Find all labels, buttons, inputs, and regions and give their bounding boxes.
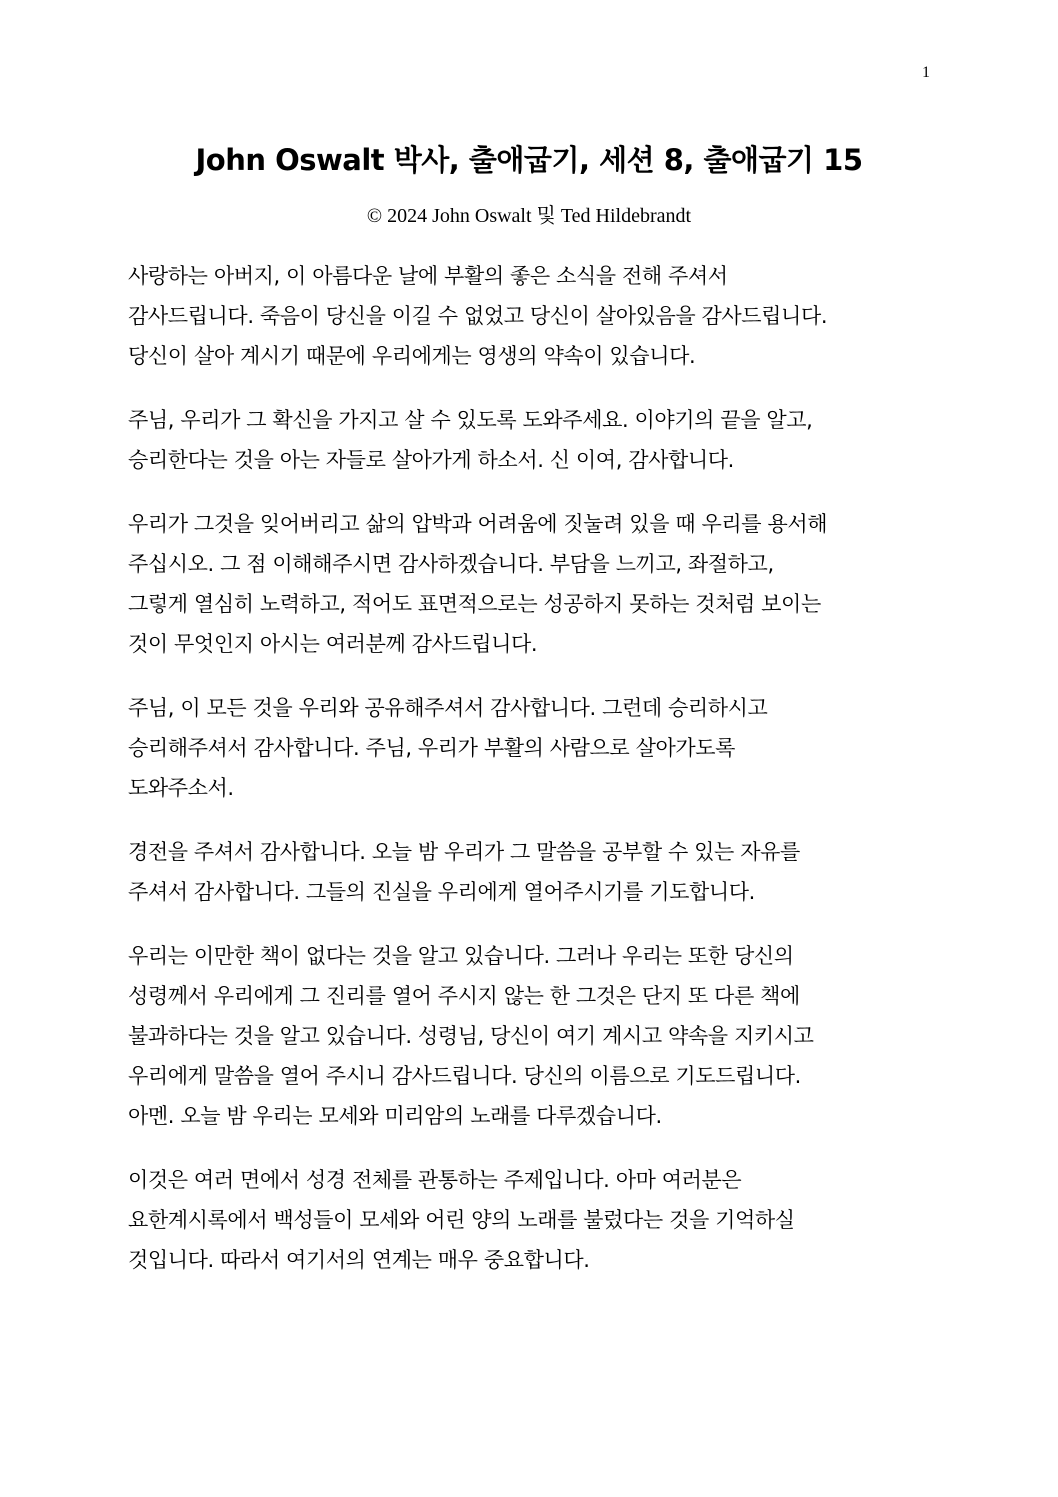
paragraph-2 [128, 400, 928, 480]
text-line: 감사드립니다. 죽음이 당신을 이길 수 없었고 당신이 살아있음을 감사드립니다. [128, 304, 828, 328]
text-line: 요한계시록에서 백성들이 모세와 어린 양의 노래를 불렀다는 것을 기억하실 [128, 1208, 795, 1232]
text-line: 주십시오. 그 점 이해해주시면 감사하겠습니다. 부담을 느끼고, 좌절하고, [128, 552, 774, 576]
text-line: 주셔서 감사합니다. 그들의 진실을 우리에게 열어주시기를 기도합니다. [128, 880, 755, 904]
text-line: 승리한다는 것을 아는 자들로 살아가게 하소서. 신 이여, 감사합니다. [128, 448, 734, 472]
text-line: 것이 무엇인지 아시는 여러분께 감사드립니다. [128, 632, 538, 656]
text-line: 불과하다는 것을 알고 있습니다. 성령님, 당신이 여기 계시고 약속을 지키시고 [128, 1024, 814, 1048]
paragraph-7 [128, 1160, 928, 1280]
paragraph-5 [128, 832, 928, 912]
paragraph-4 [128, 688, 928, 808]
text-line: 이것은 여러 면에서 성경 전체를 관통하는 주제입니다. 아마 여러분은 [128, 1168, 742, 1192]
text-line: 그렇게 열심히 노력하고, 적어도 표면적으로는 성공하지 못하는 것처럼 보이는 [128, 592, 821, 616]
text-line: 우리에게 말씀을 열어 주시니 감사드립니다. 당신의 이름으로 기도드립니다. [128, 1064, 801, 1088]
text-line: 주님, 우리가 그 확신을 가지고 살 수 있도록 도와주세요. 이야기의 끝을 알고, [128, 408, 813, 432]
text-line: 우리가 그것을 잊어버리고 삶의 압박과 어려움에 짓눌려 있을 때 우리를 용서해 [128, 512, 828, 536]
text-line: 승리해주셔서 감사합니다. 주님, 우리가 부활의 사람으로 살아가도록 [128, 736, 736, 760]
text-line: 성령께서 우리에게 그 진리를 열어 주시지 않는 한 그것은 단지 또 다른 책에 [128, 984, 800, 1008]
text-line: 당신이 살아 계시기 때문에 우리에게는 영생의 약속이 있습니다. [128, 344, 696, 368]
paragraph-6 [128, 936, 928, 1136]
text-line: 사랑하는 아버지, 이 아름다운 날에 부활의 좋은 소식을 전해 주셔서 [128, 264, 728, 288]
paragraph-3 [128, 504, 928, 664]
text-line: 도와주소서. [128, 776, 234, 800]
text-line: 우리는 이만한 책이 없다는 것을 알고 있습니다. 그러나 우리는 또한 당신의 [128, 944, 794, 968]
text-line: 경전을 주셔서 감사합니다. 오늘 밤 우리가 그 말씀을 공부할 수 있는 자유를 [128, 840, 800, 864]
page-number: 1 [922, 64, 930, 81]
text-line: 아멘. 오늘 밤 우리는 모세와 미리암의 노래를 다루겠습니다. [128, 1104, 662, 1128]
text-line: 주님, 이 모든 것을 우리와 공유해주셔서 감사합니다. 그런데 승리하시고 [128, 696, 768, 720]
paragraph-1 [128, 256, 928, 376]
text-line: 것입니다. 따라서 여기서의 연계는 매우 중요합니다. [128, 1248, 590, 1272]
document-title: John Oswalt 박사, 출애굽기, 세션 8, 출애굽기 15 [195, 143, 863, 177]
copyright-line: © 2024 John Oswalt 및 Ted Hildebrandt [366, 205, 692, 227]
document-body [128, 256, 928, 1304]
